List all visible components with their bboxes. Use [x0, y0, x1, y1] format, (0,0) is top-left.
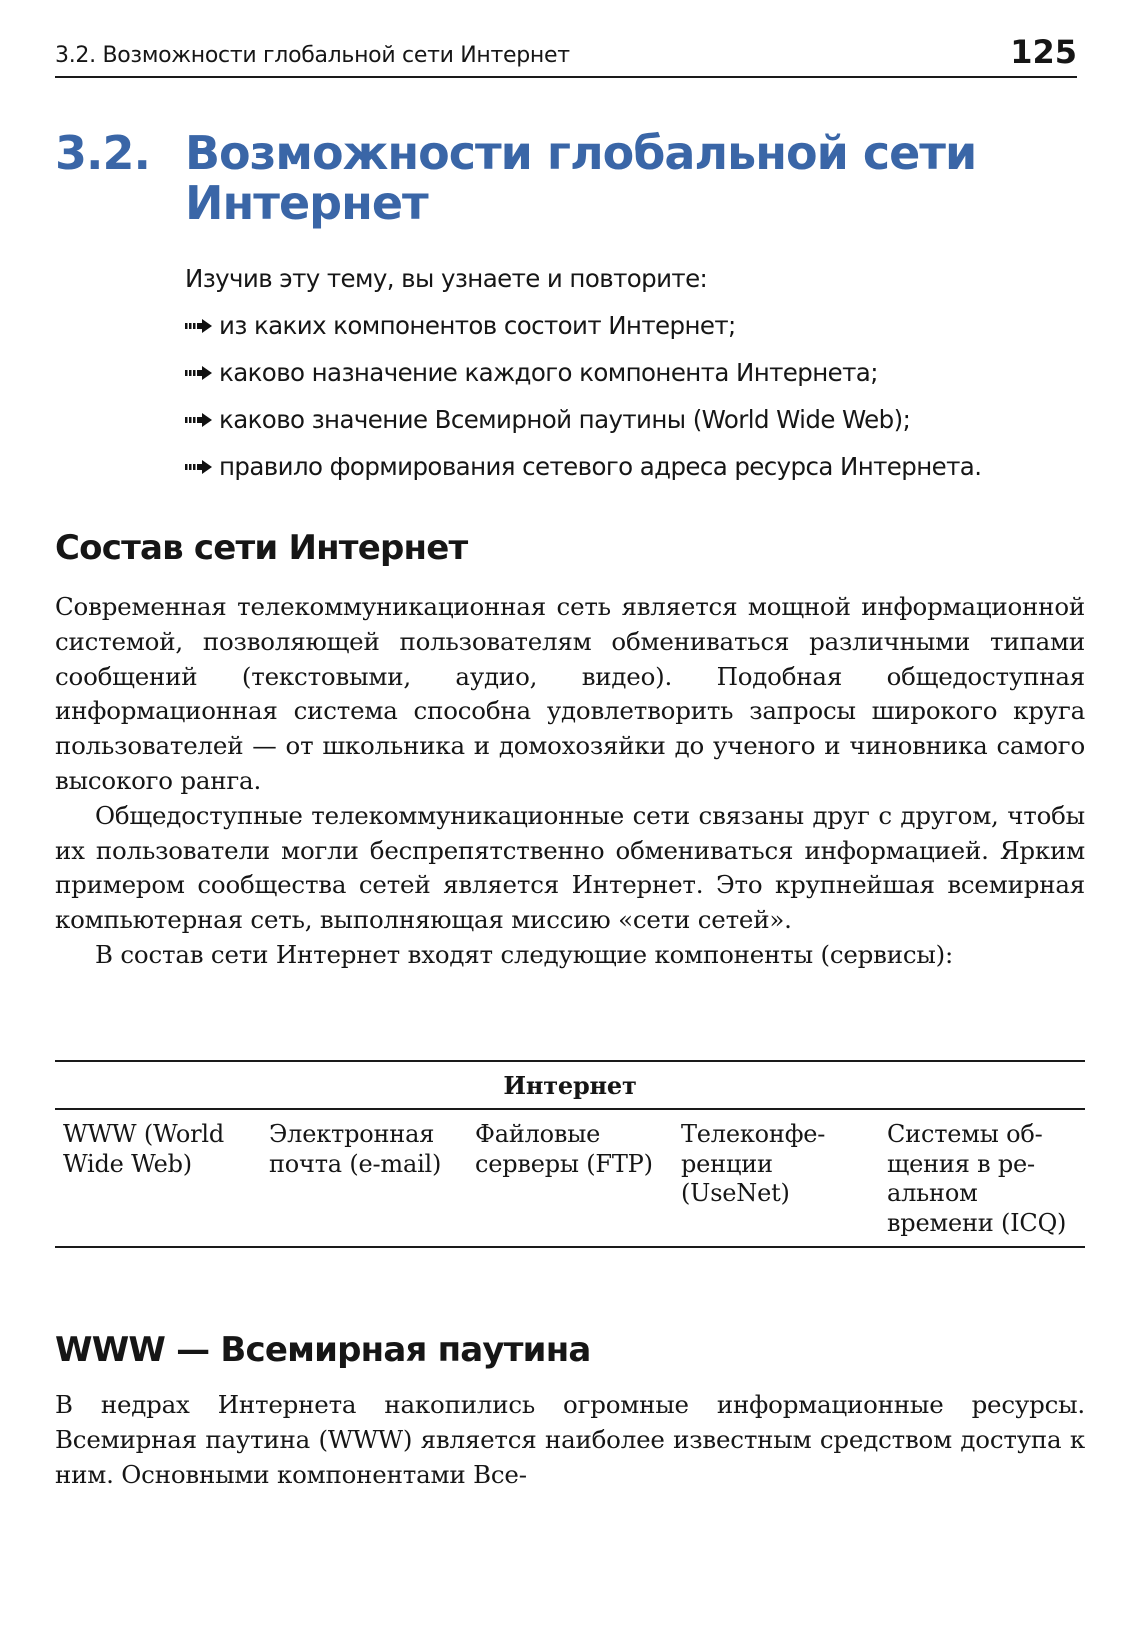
- objective-item: [185, 405, 1085, 435]
- table-cell-usenet: Телеконференции (UseNet): [673, 1109, 879, 1247]
- learning-objectives: [185, 264, 1085, 499]
- objectives-list: [185, 311, 1085, 482]
- table-cell-ftp: Файловые серверы (FTP): [467, 1109, 673, 1247]
- section-body-www: [55, 1388, 1085, 1492]
- objective-item: [185, 358, 1085, 388]
- internet-components-table: [55, 1060, 1085, 1248]
- objectives-lead: Изучив эту тему, вы узнаете и повторите:: [185, 264, 708, 293]
- objective-text: каково значение Всемирной паутины (World Wide Web);: [219, 405, 911, 434]
- table-cell-email: Электронная почта (e-mail): [261, 1109, 467, 1247]
- objective-text: каково назначение каждого компонента Интернета;: [219, 358, 878, 387]
- arrow-bullet-icon: [185, 459, 219, 475]
- paragraph: В недрах Интернета накопились огромные информационные ресурсы. Всемирная паутина (WWW) является наиболее известным средством доступа к ним. Основными компонентами Все-: [55, 1390, 1085, 1489]
- section-heading-www: WWW — Всемирная паутина: [55, 1330, 591, 1370]
- paragraph: В состав сети Интернет входят следующие компоненты (сервисы):: [95, 939, 954, 969]
- section-body-internet-composition: [55, 590, 1085, 973]
- arrow-bullet-icon: [185, 318, 219, 334]
- chapter-number: 3.2.: [55, 126, 150, 180]
- table-cell-icq: Системы общения в реальном времени (ICQ): [879, 1109, 1085, 1247]
- objective-item: [185, 452, 1085, 482]
- objective-text: правило формирования сетевого адреса ресурса Интернета.: [219, 452, 982, 481]
- objective-item: [185, 311, 1085, 341]
- page-number: 125: [1010, 33, 1077, 71]
- section-heading-internet-composition: Состав сети Интернет: [55, 528, 468, 568]
- paragraph: Современная телекоммуникационная сеть является мощной информационной системой, позволяющей пользователям обмениваться различными типами сообщений (текстовыми, аудио, видео). Подобная общедоступная информационная система способна удовлетворить запросы широкого круга пользователей — от школьника и домохозяйки до ученого и чиновника самого высокого ранга.: [55, 592, 1085, 795]
- paragraph: Общедоступные телекоммуникационные сети связаны друг с другом, чтобы их пользователи могли беспрепятственно обмениваться информацией. Ярким примером сообщества сетей является Интернет. Это крупнейшая всемирная компьютерная сеть, выполняющая миссию «сети сетей».: [55, 800, 1085, 935]
- chapter-title: Возможности глобальной сети Интернет: [185, 126, 977, 230]
- table-header: Интернет: [55, 1061, 1085, 1109]
- running-title: 3.2. Возможности глобальной сети Интернет: [55, 43, 570, 68]
- running-header: [55, 33, 1077, 78]
- table-cell-www: WWW (World Wide Web): [55, 1109, 261, 1247]
- arrow-bullet-icon: [185, 412, 219, 428]
- objective-text: из каких компонентов состоит Интернет;: [219, 311, 736, 340]
- chapter-heading: [55, 128, 1095, 228]
- arrow-bullet-icon: [185, 365, 219, 381]
- table-row: [55, 1109, 1085, 1247]
